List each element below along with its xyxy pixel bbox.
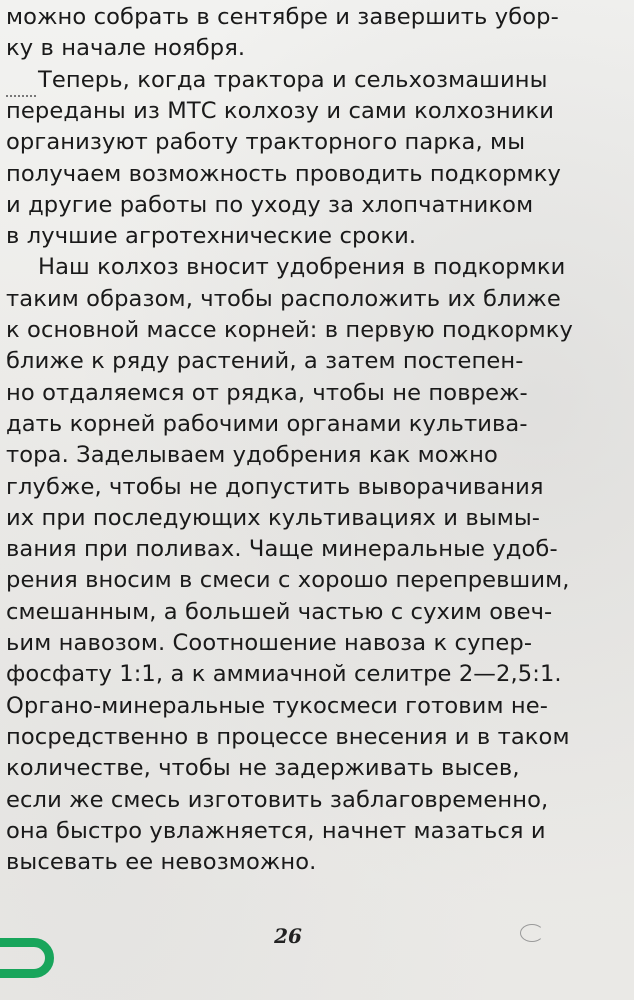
- text-line: она быстро увлажняется, начнет мазаться и: [6, 817, 546, 844]
- text-line: можно собрать в сентябре и завершить убор-: [6, 4, 559, 30]
- text-line: организуют работу тракторного парка, мы: [6, 129, 526, 156]
- text-line: ьим навозом. Соотношение навоза к супер-: [6, 630, 533, 656]
- text-line: рения вносим в смеси с хорошо перепревшим,: [6, 567, 570, 594]
- text-line: дать корней рабочими органами культива-: [6, 410, 528, 437]
- green-binder-clip: [0, 938, 54, 978]
- text-line: ку в начале ноября.: [6, 35, 246, 62]
- text-line: и другие работы по уходу за хлопчатником: [6, 191, 534, 218]
- pencil-mark: [520, 924, 544, 942]
- text-line: посредственно в процессе внесения и в таком: [6, 723, 570, 750]
- text-line: фосфату 1:1, а к аммиачной селитре 2—2,5:1.: [6, 661, 562, 688]
- text-line: ближе к ряду растений, а затем постепен-: [6, 348, 524, 375]
- text-line: но отдаляемся от рядка, чтобы не повреж-: [6, 379, 528, 406]
- text-line: их при последующих культивациях и вымы-: [6, 504, 541, 531]
- text-line: Теперь, когда трактора и сельхозмашины: [38, 66, 548, 93]
- page-number: 26: [274, 924, 302, 948]
- text-line: к основной массе корней: в первую подкормку: [6, 317, 574, 343]
- text-line: получаем возможность проводить подкормку: [6, 160, 561, 187]
- text-line: если же смесь изготовить заблаговременно,: [6, 786, 549, 813]
- text-line: количестве, чтобы не задерживать высев,: [6, 755, 520, 782]
- text-line: Органо-минеральные тукосмеси готовим не-: [6, 692, 549, 719]
- text-line: Наш колхоз вносит удобрения в подкормки: [38, 254, 566, 281]
- text-line: таким образом, чтобы расположить их ближе: [6, 285, 561, 312]
- text-line: тора. Заделываем удобрения как можно: [6, 442, 498, 469]
- text-line: переданы из МТС колхозу и сами колхозники: [6, 97, 555, 124]
- text-line: в лучшие агротехнические сроки.: [6, 223, 417, 250]
- text-line: вания при поливах. Чаще минеральные удоб-: [6, 536, 558, 563]
- text-line: высевать ее невозможно.: [6, 849, 317, 876]
- text-line: смешанным, а большей частью с сухим овеч-: [6, 598, 553, 625]
- text-line: глубже, чтобы не допустить выворачивания: [6, 473, 544, 500]
